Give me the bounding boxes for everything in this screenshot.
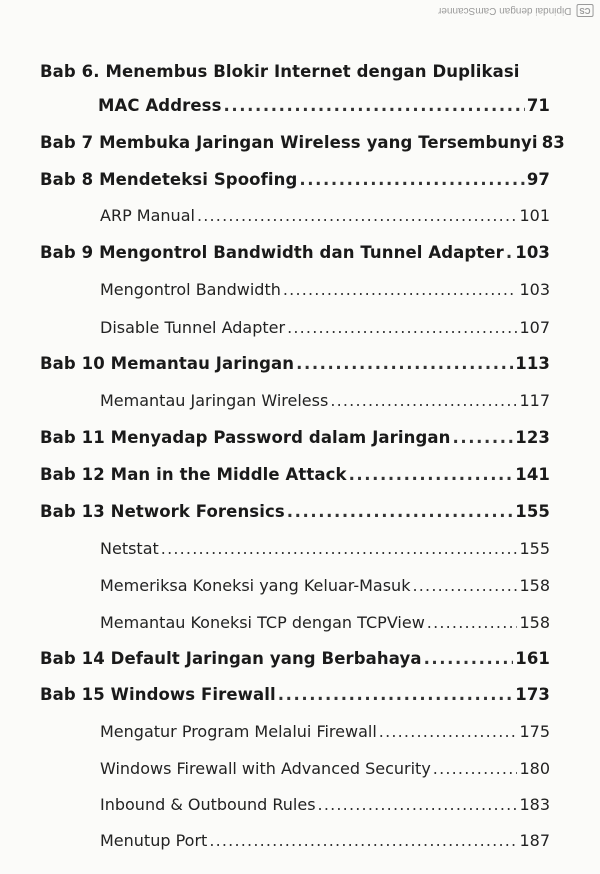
dot-leader <box>453 428 514 447</box>
dot-leader <box>161 539 518 558</box>
toc-chapter-entry <box>40 502 550 521</box>
entry-title: Mengatur Program Melalui Firewall <box>100 722 377 741</box>
dot-leader <box>424 649 514 668</box>
dot-leader <box>287 318 517 337</box>
dot-leader <box>209 831 517 850</box>
dot-leader <box>379 722 518 741</box>
entry-title: Bab 8 Mendeteksi Spoofing <box>40 170 298 189</box>
entry-page-number: 117 <box>519 391 550 410</box>
entry-title: ARP Manual <box>100 206 195 225</box>
entry-page-number: 175 <box>519 722 550 741</box>
toc-sub-entry <box>100 539 550 558</box>
entry-page-number: 158 <box>519 576 550 595</box>
dot-leader <box>224 96 525 115</box>
entry-title: Inbound & Outbound Rules <box>100 795 316 814</box>
entry-title: Bab 11 Menyadap Password dalam Jaringan <box>40 428 451 447</box>
camscanner-badge: CS <box>577 4 594 17</box>
entry-title: Bab 6. Menembus Blokir Internet dengan Duplikasi <box>40 62 520 81</box>
dot-leader <box>318 795 518 814</box>
toc-chapter-entry <box>40 649 550 668</box>
entry-page-number: 101 <box>519 206 550 225</box>
entry-title: Bab 10 Memantau Jaringan <box>40 354 295 373</box>
dot-leader <box>433 759 518 778</box>
dot-leader <box>296 354 513 373</box>
entry-title: Memeriksa Koneksi yang Keluar-Masuk <box>100 576 411 595</box>
entry-page-number: 180 <box>519 759 550 778</box>
toc-chapter-entry <box>40 465 550 484</box>
dot-leader <box>287 502 513 521</box>
dot-leader <box>412 576 517 595</box>
entry-title: Windows Firewall with Advanced Security <box>100 759 431 778</box>
entry-title: Bab 14 Default Jaringan yang Berbahaya <box>40 649 422 668</box>
entry-page-number: 187 <box>519 831 550 850</box>
entry-title: Menutup Port <box>100 831 208 850</box>
entry-title: Memantau Koneksi TCP dengan TCPView <box>100 613 425 632</box>
entry-page-number: 103 <box>519 280 550 299</box>
entry-page-number: 155 <box>515 502 550 521</box>
dot-leader <box>330 391 517 410</box>
entry-page-number: 161 <box>515 649 550 668</box>
entry-title: MAC Address <box>98 96 222 115</box>
entry-page-number: 97 <box>526 170 550 189</box>
dot-leader <box>197 206 518 225</box>
dot-leader <box>278 685 513 704</box>
dot-leader <box>299 170 524 189</box>
toc-sub-entry <box>100 795 550 814</box>
toc-sub-entry <box>100 759 550 778</box>
toc-sub-entry <box>100 613 550 632</box>
entry-page-number: 83 <box>541 133 565 152</box>
entry-title: Bab 9 Mengontrol Bandwidth dan Tunnel Adapter <box>40 243 504 262</box>
toc-chapter-entry <box>40 243 550 262</box>
toc-chapter-entry <box>98 96 550 115</box>
toc-sub-entry <box>100 391 550 410</box>
dot-leader <box>506 243 513 262</box>
toc-sub-entry <box>100 722 550 741</box>
dot-leader <box>349 465 514 484</box>
entry-title: Bab 13 Network Forensics <box>40 502 285 521</box>
entry-title: Bab 15 Windows Firewall <box>40 685 276 704</box>
entry-page-number: 173 <box>515 685 550 704</box>
entry-page-number: 158 <box>519 613 550 632</box>
toc-chapter-entry <box>40 428 550 447</box>
dot-leader <box>427 613 518 632</box>
toc-chapter-entry <box>40 170 550 189</box>
entry-page-number: 123 <box>515 428 550 447</box>
toc-sub-entry <box>100 318 550 337</box>
toc-chapter-entry <box>40 354 550 373</box>
toc-sub-entry <box>100 206 550 225</box>
entry-title: Bab 7 Membuka Jaringan Wireless yang Tersembunyi <box>40 133 538 152</box>
entry-page-number: 141 <box>515 465 550 484</box>
entry-title: Memantau Jaringan Wireless <box>100 391 329 410</box>
dot-leader <box>283 280 518 299</box>
toc-chapter-entry <box>40 685 550 704</box>
entry-page-number: 103 <box>515 243 550 262</box>
entry-page-number: 113 <box>515 354 550 373</box>
entry-title: Disable Tunnel Adapter <box>100 318 286 337</box>
toc-chapter-entry <box>40 62 520 81</box>
toc-chapter-entry <box>40 133 565 152</box>
entry-page-number: 183 <box>519 795 550 814</box>
entry-title: Netstat <box>100 539 159 558</box>
toc-sub-entry <box>100 831 550 850</box>
entry-page-number: 107 <box>519 318 550 337</box>
entry-page-number: 155 <box>519 539 550 558</box>
entry-title: Mengontrol Bandwidth <box>100 280 281 299</box>
entry-title: Bab 12 Man in the Middle Attack <box>40 465 347 484</box>
entry-page-number: 71 <box>526 96 550 115</box>
watermark-text: Dipindai dengan CamScanner <box>438 5 572 16</box>
toc-sub-entry <box>100 576 550 595</box>
toc-sub-entry <box>100 280 550 299</box>
